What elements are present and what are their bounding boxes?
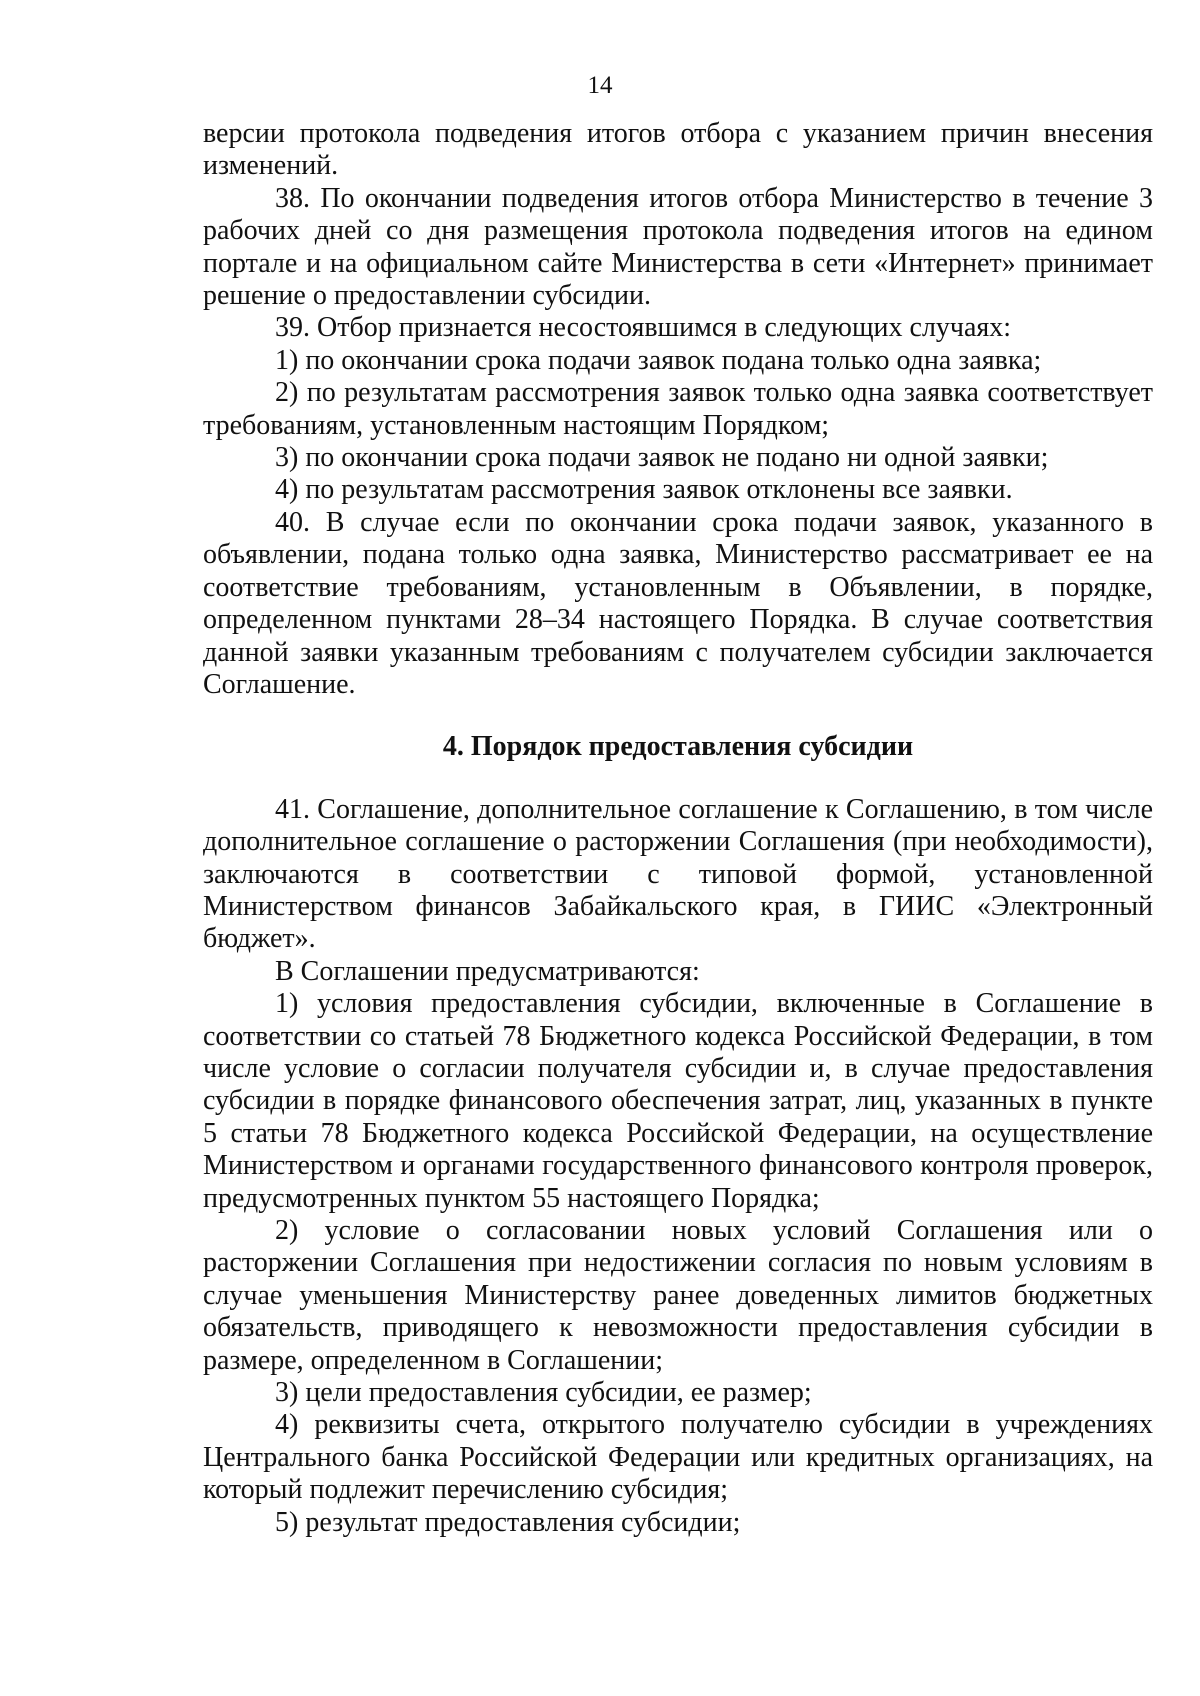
document-body — [203, 118, 1153, 1539]
paragraph-39: 39. Отбор признается несостоявшимся в следующих случаях: — [275, 312, 1012, 344]
page-number: 14 — [587, 72, 613, 99]
paragraph-39-item-1: 1) по окончании срока подачи заявок подана только одна заявка; — [275, 344, 1042, 376]
paragraph-41-item-2: 2) условие о согласовании новых условий Соглашения или о расторжении Соглашения при недостижении согласия по новым условиям в случае уменьшения Министерству ранее доведенных лимитов бюджетных обязательств, приводящего к невозможности предоставления субсидии в размере, определенном в Соглашении; — [203, 1215, 1153, 1376]
paragraph-39-item-4: 4) по результатам рассмотрения заявок отклонены все заявки. — [275, 474, 1013, 506]
paragraph-39-item-2: 2) по результатам рассмотрения заявок только одна заявка соответствует требованиям, установленным настоящим Порядком; — [203, 377, 1153, 441]
paragraph-40: 40. В случае если по окончании срока подачи заявок, указанного в объявлении, подана только одна заявка, Министерство рассматривает ее на соответствие требованиям, установленным в Объявлении, в порядке, определенном пунктами 28–34 настоящего Порядка. В случае соответствия данной заявки указанным требованиям с получателем субсидии заключается Соглашение. — [203, 506, 1153, 700]
paragraph-41-item-4: 4) реквизиты счета, открытого получателю субсидии в учреждениях Центрального банка Российской Федерации или кредитных организациях, на который подлежит перечислению субсидия; — [203, 1409, 1153, 1506]
paragraph-38: 38. По окончании подведения итогов отбора Министерство в течение 3 рабочих дней со дня размещения протокола подведения итогов на едином портале и на официальном сайте Министерства в сети «Интернет» принимает решение о предоставлении субсидии. — [203, 182, 1153, 312]
paragraph-continuation: версии протокола подведения итогов отбора с указанием причин внесения изменений. — [203, 118, 1153, 182]
paragraph-39-item-3: 3) по окончании срока подачи заявок не подано ни одной заявки; — [275, 442, 1049, 474]
paragraph-41-intro: В Соглашении предусматриваются: — [275, 955, 700, 987]
paragraph-41: 41. Соглашение, дополнительное соглашение к Соглашению, в том числе дополнительное соглашение о расторжении Соглашения (при необходимости), заключаются в соответствии с типовой формой, установленной Министерством финансов Забайкальского края, в ГИИС «Электронный бюджет». — [203, 793, 1153, 955]
paragraph-41-item-3: 3) цели предоставления субсидии, ее размер; — [275, 1377, 812, 1409]
section-heading: 4. Порядок предоставления субсидии — [442, 731, 914, 763]
paragraph-41-item-1: 1) условия предоставления субсидии, включенные в Соглашение в соответствии со статьей 78 Бюджетного кодекса Российской Федерации, в том числе условие о согласии получателя субсидии и, в случае предоставления субсидии в порядке финансового обеспечения затрат, лиц, указанных в пункте 5 статьи 78 Бюджетного кодекса Российской Федерации, на осуществление Министерством и органами государственного финансового контроля проверок, предусмотренных пунктом 55 настоящего Порядка; — [203, 988, 1153, 1214]
paragraph-41-item-5: 5) результат предоставления субсидии; — [275, 1506, 741, 1538]
